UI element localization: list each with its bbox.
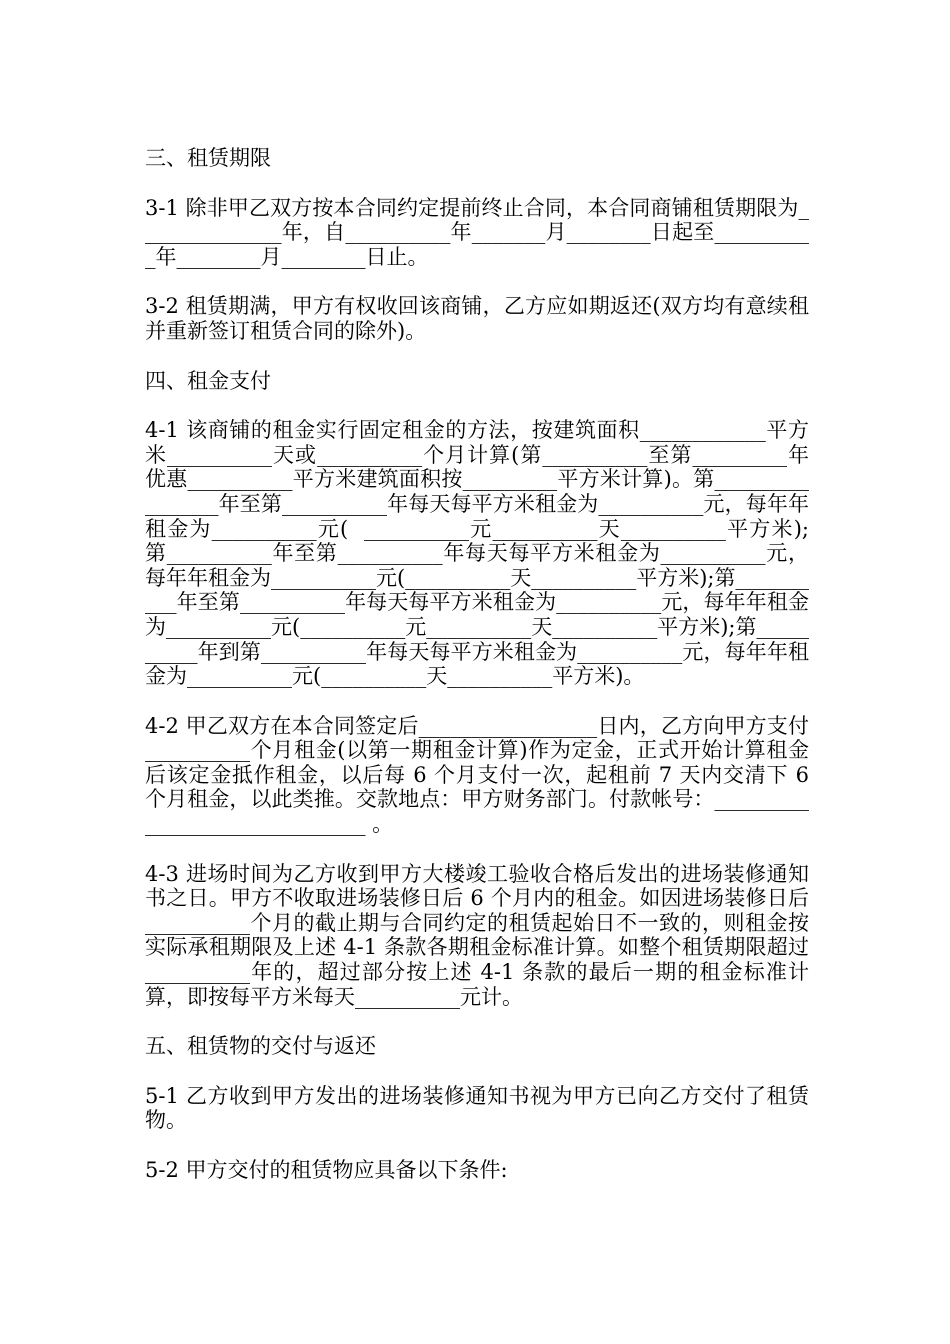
clause-4-2: 4-2 甲乙双方在本合同签定后_________________日内，乙方向甲方支付__________个月租金(以第一期租金计算)作为定金，正式开始计算租金后该定金抵作租金，以后每 6 个月支付一次，起租前 7 天内交清下 6 个月租金，以此类推。交款地点：甲方财务部门。付款帐号：______________________________ 。 (145, 713, 816, 837)
clause-3-2: 3-2 租赁期满，甲方有权收回该商铺，乙方应如期返还(双方均有意续租并重新签订租赁合同的除外)。 (145, 294, 809, 343)
section-heading-delivery-return: 五、租赁物的交付与返还 (145, 1034, 376, 1059)
section-heading-lease-term: 三、租赁期限 (145, 146, 271, 170)
clause-5-2: 5-2 甲方交付的租赁物应具备以下条件: (145, 1158, 508, 1182)
document-body (145, 146, 816, 1208)
clause-4-3: 4-3 进场时间为乙方收到甲方大楼竣工验收合格后发出的进场装修通知书之日。甲方不收取进场装修日后 6 个月内的租金。如因进场装修日后__________个月的截止期与合同约定的租赁起始日不一致的，则租金按实际承租期限及上述 4-1 条款各期租金标准计算。如整个租赁期限超过__________年的，超过部分按上述 4-1 条款的最后一期的租金标准计算，即按每平方米每天__________元计。 (145, 861, 809, 1009)
clause-4-1: 4-1 该商铺的租金实行固定租金的方法，按建筑面积____________平方米__________天或__________个月计算(第__________至第_________年优惠__________平方米建筑面积按_________平方米计算)。第________________年至第__________年每天每平方米租金为__________元，每年年租金为__________元( __________元__________天__________平方米);第__________年至第__________年每天每平方米租金为__________元，每年年租金为__________元(__________天__________平方米);第__________年至第__________年每天每平方米租金为__________元，每年年租金为__________元(__________元__________天__________平方米);第__________年到第__________年每天每平方米租金为__________元，每年年租金为__________元(__________天__________平方米)。 (145, 418, 809, 689)
clause-5-1: 5-1 乙方收到甲方发出的进场装修通知书视为甲方已向乙方交付了租赁物。 (145, 1083, 809, 1133)
clause-3-1: 3-1 除非甲乙双方按本合同约定提前终止合同，本合同商铺租赁期限为______________年，自__________年_______月________日起至__________年________月________日止。 (145, 195, 809, 269)
section-heading-rent-payment: 四、租金支付 (145, 368, 271, 393)
